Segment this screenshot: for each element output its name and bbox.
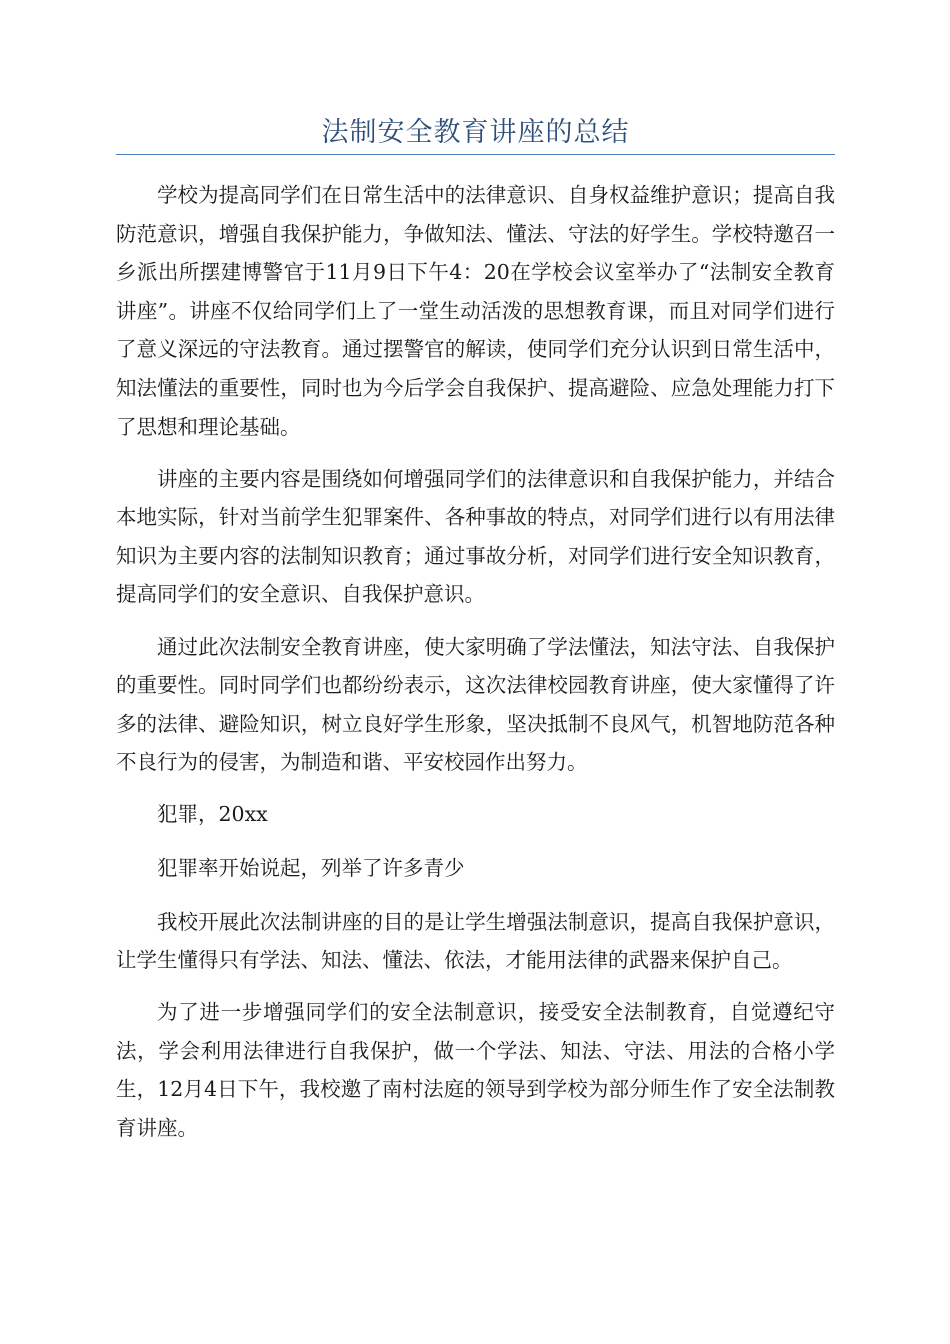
paragraph-1: 学校为提高同学们在日常生活中的法律意识、自身权益维护意识；提高自我防范意识，增强自我保护能力，争做知法、懂法、守法的好学生。学校特邀召一乡派出所摆建博警官于11月9日下午4：20在学校会议室举办了“法制安全教育讲座”。讲座不仅给同学们上了一堂生动活泼的思想教育课，而且对同学们进行了意义深远的守法教育。通过摆警官的解读，使同学们充分认识到日常生活中，知法懂法的重要性，同时也为今后学会自我保护、提高避险、应急处理能力打下了思想和理论基础。 — [116, 183, 835, 439]
paragraph-2: 讲座的主要内容是围绕如何增强同学们的法律意识和自我保护能力，并结合本地实际，针对当前学生犯罪案件、各种事故的特点，对同学们进行以有用法律知识为主要内容的法制知识教育；通过事故分析，对同学们进行安全知识教育，提高同学们的安全意识、自我保护意识。 — [116, 466, 835, 607]
document-title: 法制安全教育讲座的总结 — [321, 117, 630, 148]
document-body — [116, 176, 835, 1161]
paragraph-5: 犯罪率开始说起，列举了许多青少 — [157, 856, 465, 880]
paragraph-4: 犯罪，20xx — [157, 802, 268, 827]
title-underline — [116, 154, 835, 155]
paragraph-3: 通过此次法制安全教育讲座，使大家明确了学法懂法，知法守法、自我保护的重要性。同时同学们也都纷纷表示，这次法律校园教育讲座，使大家懂得了许多的法律、避险知识，树立良好学生形象，坚决抵制不良风气，机智地防范各种不良行为的侵害，为制造和谐、平安校园作出努力。 — [116, 634, 835, 775]
paragraph-6: 我校开展此次法制讲座的目的是让学生增强法制意识，提高自我保护意识，让学生懂得只有学法、知法、懂法、依法，才能用法律的武器来保护自己。 — [116, 909, 835, 973]
paragraph-7: 为了进一步增强同学们的安全法制意识，接受安全法制教育，自觉遵纪守法，学会利用法律进行自我保护，做一个学法、知法、守法、用法的合格小学生，12月4日下午，我校邀了南村法庭的领导到学校为部分师生作了安全法制教育讲座。 — [116, 1000, 835, 1141]
